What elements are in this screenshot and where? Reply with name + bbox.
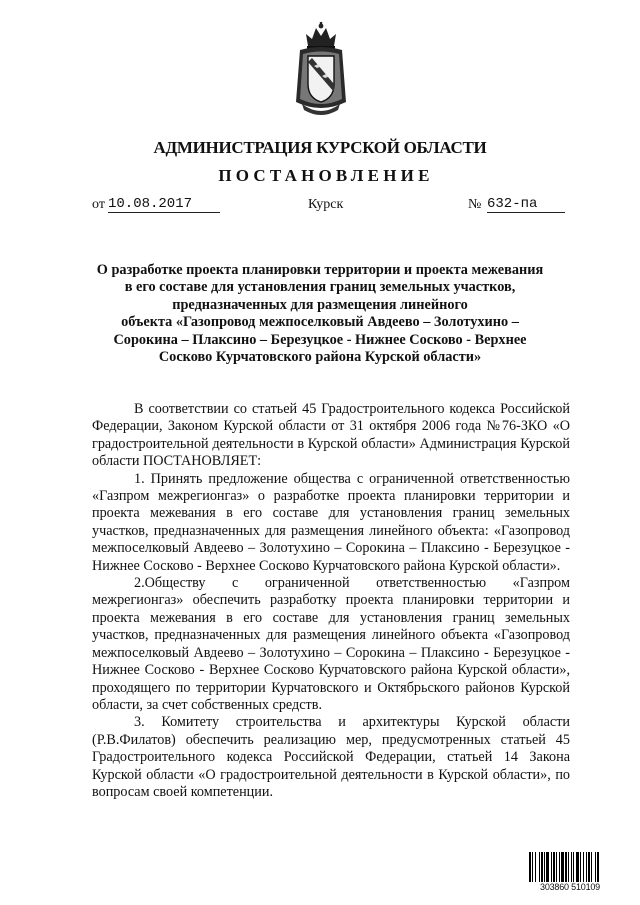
date-label: от [92,197,105,212]
item-1-paragraph: 1. Принять предложение общества с ограниченной ответственностью «Газпром межрегионгаз» о разработке проекта планировки территории и проекта межевания в его составе для установления границ земельных участков, предназначенных для размещения линейного объекта: «Газопровод межпоселковый Авдеево – Золотухино – Сорокина – Плаксино - Березуцкое - Нижнее Сосково - Верхнее Сосково Курчатовского района Курской области». [92,470,570,574]
document-city: Курск [308,197,344,212]
document-body [92,401,570,801]
document-type-title: ПОСТАНОВЛЕНИЕ [218,166,434,185]
subject-line: Сосково Курчатовского района Курской области» [158,349,482,366]
subject-line: предназначенных для размещения линейного [172,296,468,313]
barcode [528,852,612,894]
subject-line: О разработке проекта планировки территории и проекта межевания [96,262,544,278]
document-subject [80,262,560,366]
coat-of-arms-emblem [292,22,350,116]
subject-line: в его составе для установления границ земельных участков, [124,279,516,296]
subject-line: объекта «Газопровод межпоселковый Авдеево – Золотухино – [121,314,519,331]
document-date: 10.08.2017 [108,196,220,213]
organization-title: АДМИНИСТРАЦИЯ КУРСКОЙ ОБЛАСТИ [153,138,487,157]
subject-line: Сорокина – Плаксино – Березуцкое - Нижнее Сосково - Верхнее [113,331,527,348]
number-label: № [468,197,482,212]
intro-paragraph: В соответствии со статьей 45 Градостроительного кодекса Российской Федерации, Законом Курской области от 31 октября 2006 года №76-ЗКО «О градостроительной деятельности в Курской области» Администрация Курской области ПОСТАНОВЛЯЕТ: [92,401,570,470]
item-3-paragraph: 3. Комитету строительства и архитектуры Курской области (Р.В.Филатов) обеспечить реализацию мер, предусмотренных статьей 45 Градостроительного кодекса Российской Федерации, статьей 14 Закона Курской области «О градостроительной деятельности в Курской области», по вопросам своей компетенции. [92,714,570,800]
barcode-number: 303860 510109 [540,882,600,892]
item-2-paragraph: 2.Обществу с ограниченной ответственностью «Газпром межрегионгаз» обеспечить разработку проекта планировки территории и проекта межевания в его составе для установления границ земельных участков, предназначенных для размещения линейного объекта «Газопровод межпоселковый Авдеево – Золотухино – Сорокина – Плаксино - Березуцкое - Нижнее Сосково - Верхнее Сосково Курчатовского района Курской области», проходящего по территории Курчатовского и Октябрьского районов Курской области, за счет собственных средств. [92,575,570,713]
document-number: 632-па [487,196,565,213]
barcode-bars [528,852,612,882]
